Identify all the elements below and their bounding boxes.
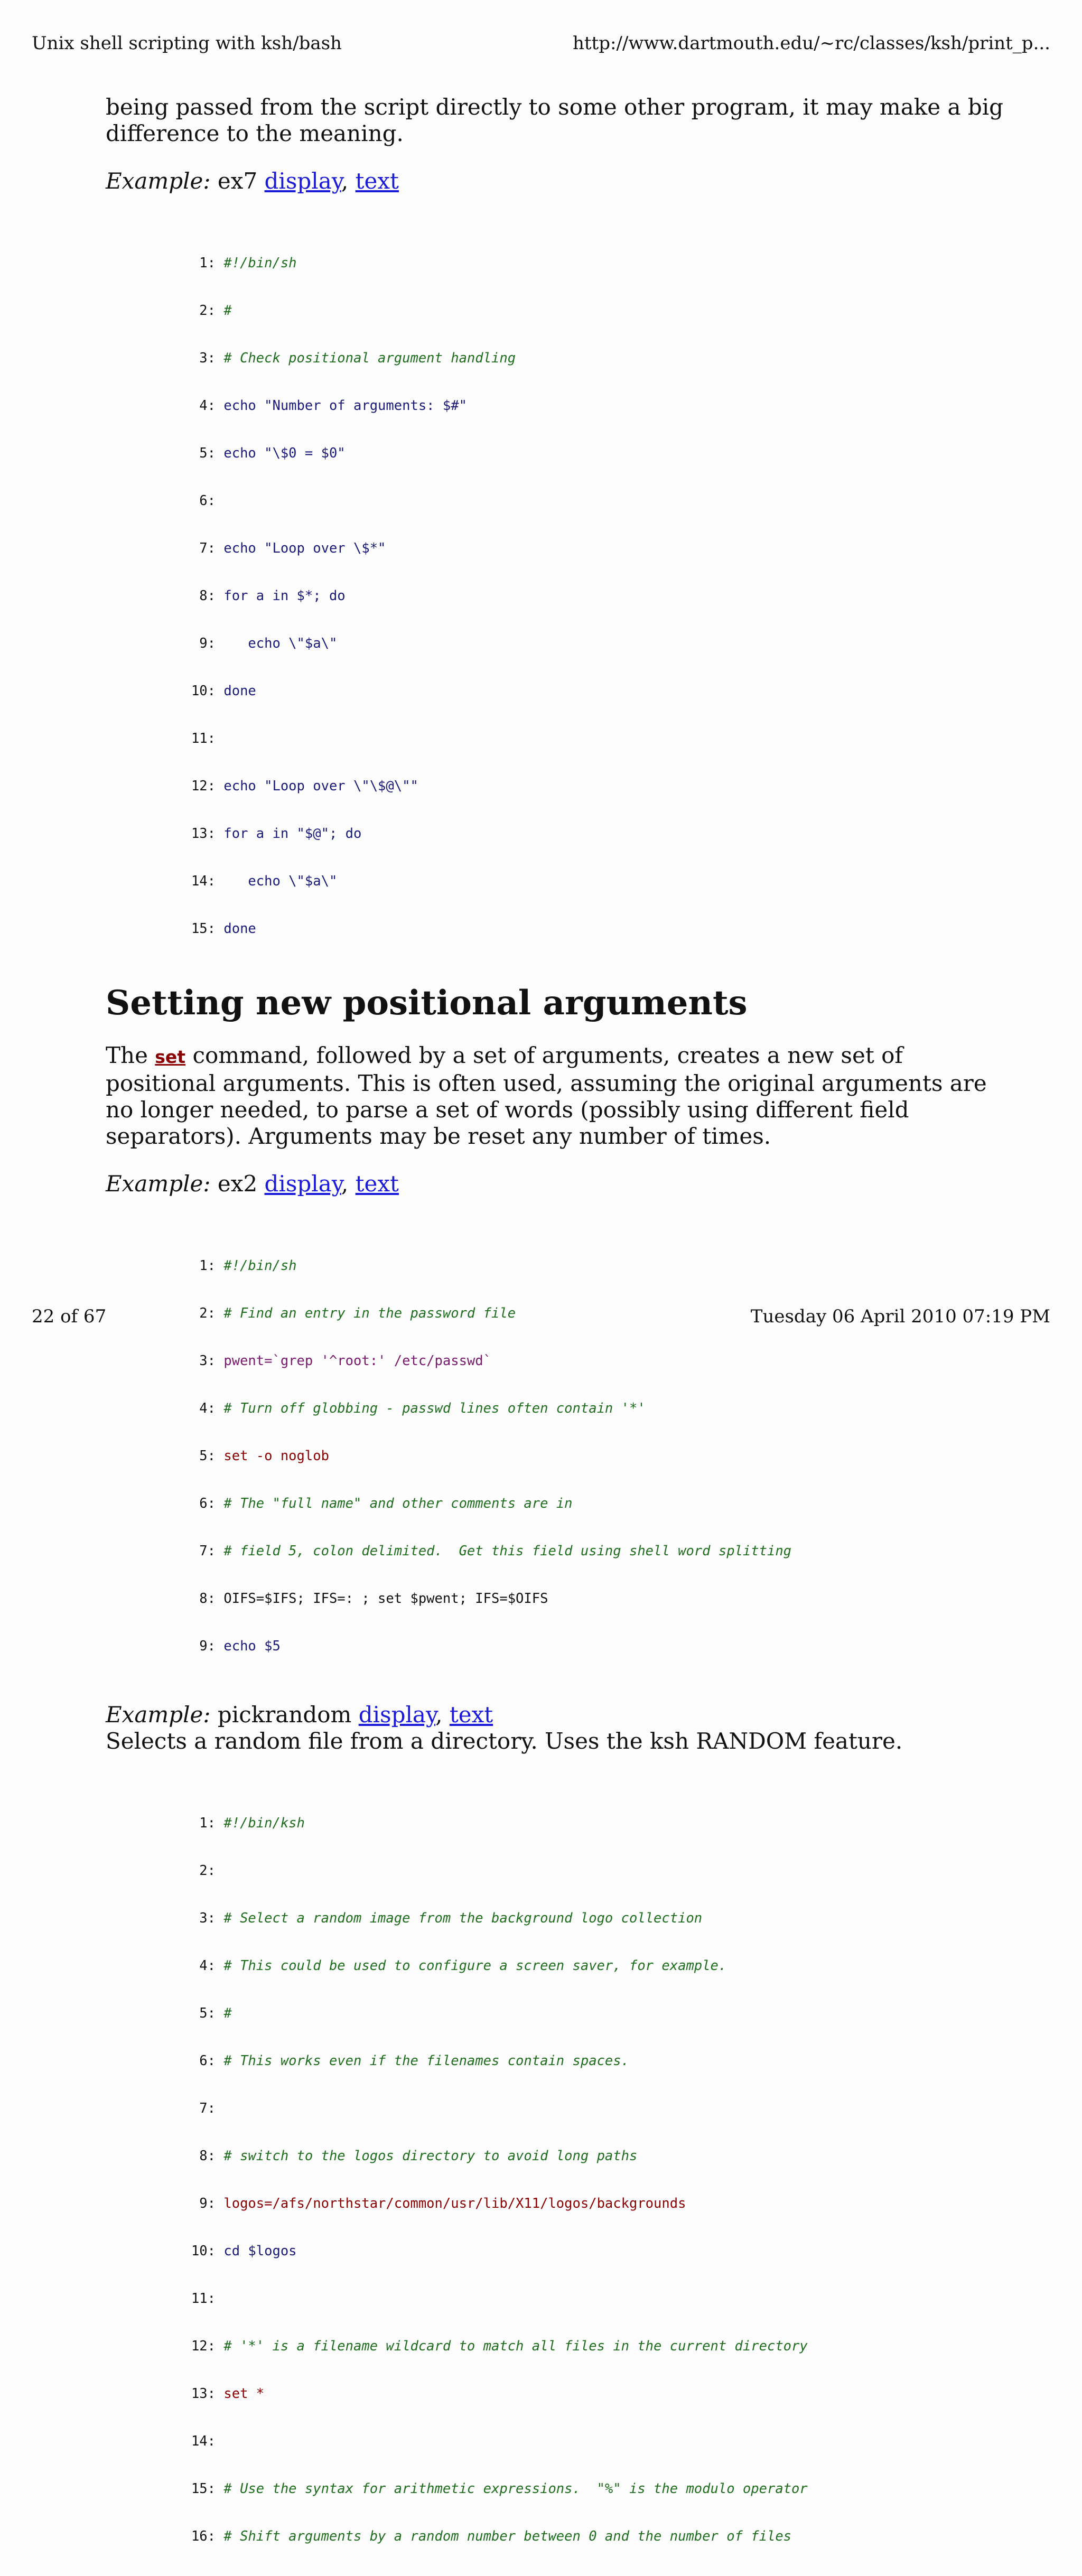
example-label: Example: xyxy=(106,1702,211,1728)
code-line: 9: echo $5 xyxy=(199,1638,281,1654)
code-line: 8: # switch to the logos directory to avoid long paths xyxy=(199,2148,638,2164)
code-line: 7: # field 5, colon delimited. Get this field using shell word splitting xyxy=(199,1543,792,1559)
code-line: 12: echo "Loop over \"\$@\"" xyxy=(191,778,418,794)
code-line: 5: # xyxy=(199,2005,232,2021)
code-line: 7: echo "Loop over \$*" xyxy=(199,540,386,556)
print-datetime: Tuesday 06 April 2010 07:19 PM xyxy=(750,1306,1050,1327)
code-line: 6: # The "full name" and other comments are in xyxy=(199,1496,573,1511)
code-line: 3: # Select a random image from the background logo collection xyxy=(199,1910,703,1926)
code-line: 7: xyxy=(199,2101,216,2116)
example-description: Selects a random file from a directory. Uses the ksh RANDOM feature. xyxy=(106,1728,903,1754)
example-pickrandom: Example: pickrandom display, text xyxy=(106,1702,493,1728)
code-block-pickrandom xyxy=(182,1784,1004,2576)
code-block-ex2 xyxy=(182,1226,1004,1686)
code-line: 13: set * xyxy=(191,2386,265,2402)
code-line: 12: # '*' is a filename wildcard to match all files in the current directory xyxy=(191,2338,808,2354)
example-name: ex7 xyxy=(217,168,258,194)
display-link[interactable]: display xyxy=(358,1702,436,1728)
code-line: 4: echo "Number of arguments: $#" xyxy=(199,398,467,414)
code-line: 2: # xyxy=(199,303,232,319)
code-line: 6: xyxy=(199,493,216,509)
text-link[interactable]: text xyxy=(355,1171,399,1197)
display-link[interactable]: display xyxy=(264,1171,341,1197)
code-block-ex7 xyxy=(182,223,1004,968)
text-link[interactable]: text xyxy=(449,1702,493,1728)
code-line: 1: #!/bin/sh xyxy=(199,255,297,271)
example-label: Example: xyxy=(106,1171,211,1197)
main-content xyxy=(106,94,1004,2576)
code-line: 3: pwent=`grep '^root:' /etc/passwd` xyxy=(199,1353,491,1369)
section-heading: Setting new positional arguments xyxy=(106,983,748,1023)
example-name: ex2 xyxy=(217,1171,258,1197)
example-label: Example: xyxy=(106,168,211,194)
code-line: 10: cd $logos xyxy=(191,2243,297,2259)
example-ex2: Example: ex2 display, text xyxy=(106,1171,399,1197)
text-link[interactable]: text xyxy=(355,168,399,194)
code-line: 4: # Turn off globbing - passwd lines often contain '*' xyxy=(199,1401,646,1416)
example-name: pickrandom xyxy=(217,1702,352,1728)
display-link[interactable]: display xyxy=(264,168,341,194)
code-line: 2: xyxy=(199,1863,216,1879)
code-line: 13: for a in "$@"; do xyxy=(191,826,362,842)
code-line: 5: echo "\$0 = $0" xyxy=(199,445,346,461)
code-line: 8: for a in $*; do xyxy=(199,588,346,604)
code-line: 15: # Use the syntax for arithmetic expressions. "%" is the modulo operator xyxy=(191,2481,808,2497)
code-line: 2: # Find an entry in the password file xyxy=(199,1305,516,1321)
set-command-link[interactable]: set xyxy=(155,1047,186,1067)
code-line: 8: OIFS=$IFS; IFS=: ; set $pwent; IFS=$OIFS xyxy=(199,1591,548,1607)
code-line: 11: xyxy=(191,2291,216,2307)
code-line: 6: # This works even if the filenames contain spaces. xyxy=(199,2053,629,2069)
code-line: 9: echo \"$a\" xyxy=(199,636,338,651)
section-paragraph: The set command, followed by a set of arguments, creates a new set of positional arguments. This is often used, assuming the original arguments are no longer needed, to parse a set of words (possibly using different field separators). Arguments may be reset any number of times. xyxy=(106,1042,987,1149)
code-line: 14: echo \"$a\" xyxy=(191,873,338,889)
code-line: 14: xyxy=(191,2433,216,2449)
code-line: 15: done xyxy=(191,921,256,937)
page-header-title: Unix shell scripting with ksh/bash xyxy=(32,33,342,54)
code-line: 5: set -o noglob xyxy=(199,1448,329,1464)
code-line: 10: done xyxy=(191,683,256,699)
code-line: 4: # This could be used to configure a screen saver, for example. xyxy=(199,1958,727,1974)
example-ex7: Example: ex7 display, text xyxy=(106,168,399,194)
code-line: 11: xyxy=(191,731,216,746)
code-line: 3: # Check positional argument handling xyxy=(199,350,516,366)
intro-paragraph: being passed from the script directly to some other program, it may make a big difference to the meaning. xyxy=(106,94,1004,146)
code-line: 9: logos=/afs/northstar/common/usr/lib/X11/logos/backgrounds xyxy=(199,2196,686,2211)
page-header-url: http://www.dartmouth.edu/~rc/classes/ksh/print_p... xyxy=(573,33,1050,54)
code-line: 1: #!/bin/ksh xyxy=(199,1815,305,1831)
code-line: 16: # Shift arguments by a random number between 0 and the number of files xyxy=(191,2528,792,2544)
page-number: 22 of 67 xyxy=(32,1306,107,1327)
code-line: 1: #!/bin/sh xyxy=(199,1258,297,1274)
